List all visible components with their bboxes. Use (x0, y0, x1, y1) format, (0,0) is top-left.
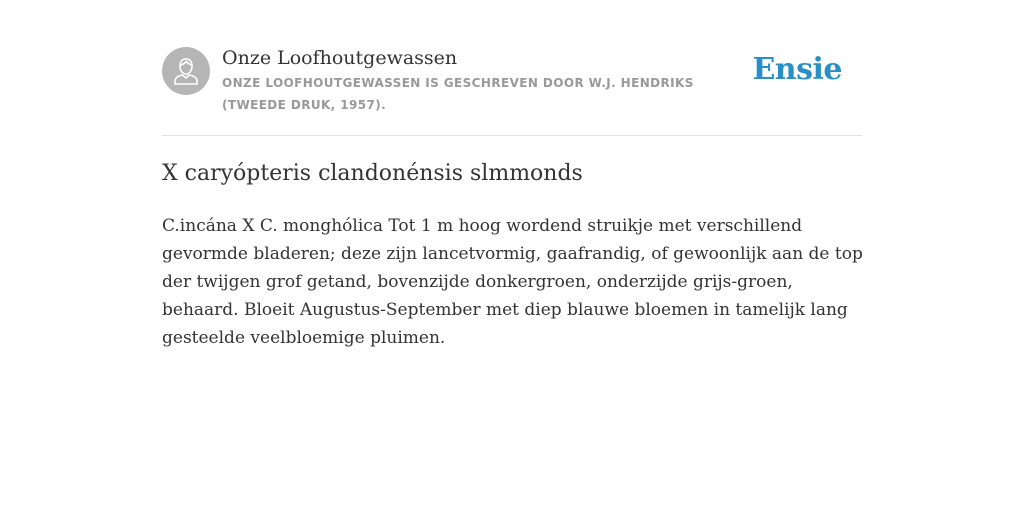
source-title[interactable]: Onze Loofhoutgewassen (222, 47, 458, 69)
brand-logo-link[interactable]: Ensie (752, 52, 842, 87)
source-avatar[interactable] (162, 47, 210, 95)
page-content (162, 0, 863, 348)
source-description: ONZE LOOFHOUTGEWASSEN IS GESCHREVEN DOOR W.J. HENDRIKS (TWEEDE DRUK, 1957). (222, 76, 694, 112)
user-icon (172, 56, 200, 86)
entry-title: X caryópteris clandonénsis slmmonds (162, 161, 583, 186)
source-header (162, 0, 862, 136)
entry-body: C.incána X C. monghólica Tot 1 m hoog wordend struikje met verschillend gevormde bladeren; deze zijn lancetvormig, gaafrandig, of gewoonlijk aan de top der twijgen grof getand, bovenzijde donkergroen, onderzijde grijs-groen, behaard. Bloeit Augustus-September met diep blauwe bloemen in tamelijk lang gesteelde veelbloemige pluimen. (162, 216, 863, 348)
